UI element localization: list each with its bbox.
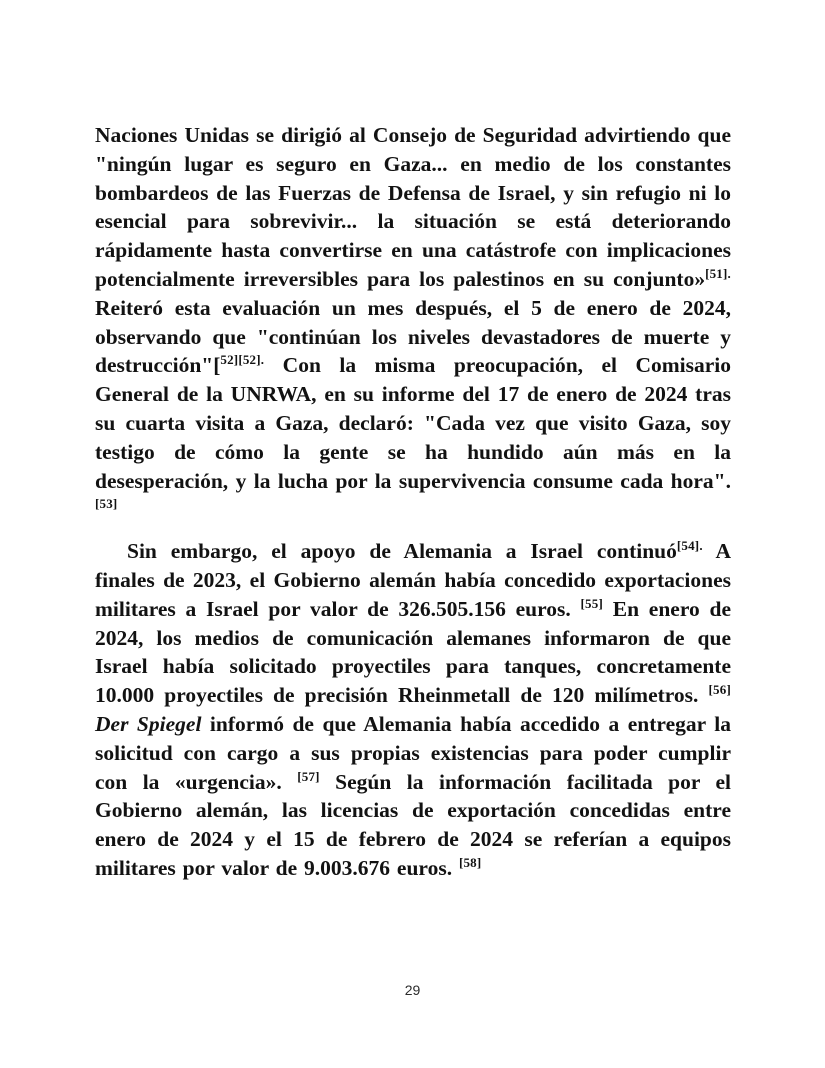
page-number: 29: [404, 982, 421, 998]
text-run: En enero de 2024, los medios de comunicación alemanes informaron de que Israel había solicitado proyectiles para tanques, concretamente 10.000 proyectiles de precisión Rheinmetall de 120 milímetros.: [95, 596, 732, 708]
body-text: [95, 121, 731, 883]
text-run: Reiteró esta evaluación un mes después, el 5 de enero de 2024, observando que "continúan los niveles devastadores de muerte y destrucción"[: [95, 295, 731, 378]
footnote-ref[interactable]: [51].: [705, 265, 731, 281]
paragraph: [95, 537, 731, 883]
text-run: A finales de 2023, el Gobierno alemán había concedido exportaciones militares a Israel por valor de 326.505.156 euros.: [95, 539, 731, 621]
text-run: informó de que Alemania había accedido a entregar la solicitud con cargo a sus propias existencias para poder cumplir con la «urgencia».: [95, 711, 731, 794]
footnote-ref[interactable]: [57]: [297, 768, 320, 784]
footnote-ref[interactable]: [56]: [708, 682, 731, 698]
paragraph: [95, 121, 731, 524]
text-run: Según la información facilitada por el Gobierno alemán, las licencias de exportación concedidas entre enero de 2024 y el 15 de febrero de 2024 se referían a equipos militares por valor de 9.003.676 euros.: [95, 769, 731, 880]
text-run: Naciones Unidas se dirigió al Consejo de Seguridad advirtiendo que "ningún lugar es seguro en Gaza... en medio de los constantes bombardeos de las Fuerzas de Defensa de Israel, y sin refugio ni lo esencial para sobrevivir... la situación se está deteriorando rápidamente hasta convertirse en una catástrofe con implicaciones potencialmente irreversibles para los palestinos en su conjunto»: [95, 123, 731, 291]
text-run: Sin embargo, el apoyo de Alemania a Israel continuó: [127, 539, 677, 564]
italic-run: Der Spiegel: [95, 711, 202, 736]
footnote-ref[interactable]: [53]: [95, 496, 118, 512]
text-run: Con la misma preocupación, el Comisario General de la UNRWA, en su informe del 17 de enero de 2024 tras su cuarta visita a Gaza, declaró: "Cada vez que visito Gaza, soy testigo de cómo la gente se ha hundido aún más en la desesperación, y la lucha por la supervivencia consume cada hora".: [95, 353, 731, 493]
footnote-ref[interactable]: [58]: [458, 854, 482, 870]
footnote-ref[interactable]: [54].: [676, 538, 703, 554]
footnote-ref[interactable]: 52][52].: [220, 352, 265, 368]
footnote-ref[interactable]: [55]: [580, 595, 603, 611]
